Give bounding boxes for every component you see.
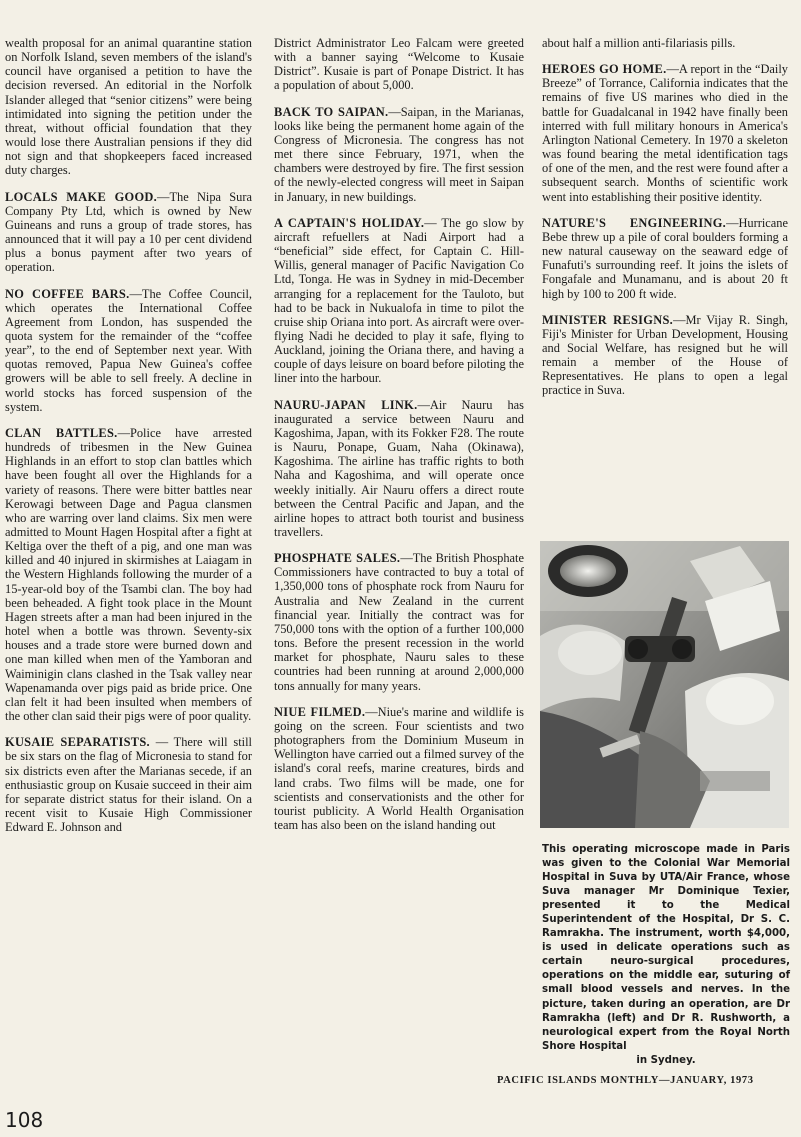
article: [274, 705, 524, 832]
article-body: — There will still be six stars on the flag of Micronesia to stand for six districts even after the Marianas secede, if an enthusiastic group on Kusaie succeed in their aim for separate district status for their island. On a recent visit to Kusaie High Commissioner Edward E. Johnson and: [5, 735, 252, 835]
article: [5, 190, 252, 275]
article-heading: MINISTER RESIGNS.: [542, 312, 674, 327]
article-body: —A report in the “Daily Breeze” of Torrance, California indicates that the remains of five US marines who died in the battle for Guadalcanal in 1942 have finally been interred with full military honours in America's Arlington National Cemetery. In 1970 a skeleton was found bearing the metal identification tags of one of the men, and the rest were found after a subsequent search. Months of scientific work went into establishing their positive identity.: [542, 62, 788, 204]
text-column-1: [5, 36, 252, 846]
article-body: —The Nipa Sura Company Pty Ltd, which is owned by New Guineans and runs a group of trade stores, has announced that it will pay a 10 per cent dividend plus a bonus payment after two years of operation.: [5, 189, 252, 275]
article-continued: about half a million anti-filariasis pills.: [542, 36, 736, 50]
article-body: —Police have arrested hundreds of tribesmen in the New Guinea Highlands in an effort to stop clan battles which have been fought all over the Highlands for a variety of reasons. There were bitter battles near Kerowagi between Dage and Pagua clansmen who are warring over land claims. Six men were admitted to Mount Hagen Hospital after a fight at Keltiga over the theft of a pig, and one man was killed and 40 injured in skirmishes at Laiagam in the Western Highlands following the murder of a 15-year-old boy of the Tsambi clan. The boy had been beheaded. A fight took place in the Mount Hagen streets after a man had been injured in the hotel when a bottle was thrown. Seventy-six houses and a trade store were burned down and one man killed when men of the Yamboran and Waiminigin clans clashed in the Tsak valley near Wapenamanda over pigs paid as bride price. One clan felt it had been insulted when members of the other clan said their pigs were of poor quality.: [5, 425, 252, 724]
article-continued: wealth proposal for an animal quarantine station on Norfolk Island, seven members of the island's council have organised a petition to have the decision reversed. An editorial in the Norfolk Islander alleged that “senior citizens” were being intimidated into signing the petition under the threat, without official foundation that they would lose there Australian pensions if they did not sign and that shopkeepers faced increased duty charges.: [5, 36, 252, 178]
article-heading: PHOSPHATE SALES.: [274, 551, 401, 566]
text-column-3: [542, 36, 788, 410]
caption-last-line: in Sydney.: [636, 1054, 696, 1066]
article-body: —Niue's marine and wildlife is going on the screen. Four scientists and two photographers from the Dominium Museum in Wellington have carried out a filmed survey of the island's coral reefs, marine creatures, birds and land crabs. Two films will be made, one for scientists and conservationists and the other for tourist publicity. A World Health Organisation team has also been on the island handing out: [274, 704, 524, 832]
article-body: —Saipan, in the Marianas, looks like being the permanent home again of the Congress of Micronesia. The congress has not met there since February, 1971, when the chambers were destroyed by fire. The first session of the newly-elected congress will meet in Saipan in January, in new buildings.: [274, 104, 524, 204]
article-heading: A CAPTAIN'S HOLIDAY.: [274, 215, 425, 230]
photo-caption: [542, 843, 790, 1068]
page-number: 108: [5, 1108, 44, 1132]
article-continued: District Administrator Leo Falcam were greeted with a banner saying “Welcome to Kusaie District”. Kusaie is part of Ponape District. It has a population of about 5,000.: [274, 36, 524, 93]
article: [274, 216, 524, 386]
photo-illustration: [540, 541, 789, 828]
running-footer: PACIFIC ISLANDS MONTHLY—JANUARY, 1973: [497, 1075, 754, 1086]
article: [542, 216, 788, 301]
article: [5, 426, 252, 723]
article-body: —Hurricane Bebe threw up a pile of coral boulders forming a new natural causeway on the seaward edge of Funafuti's surrounding reef. It joins the islets of Fongafale and Munamanu, and is about 20 ft high by 100 to 200 ft wide.: [542, 215, 788, 301]
article: [5, 287, 252, 414]
article-heading: NATURE'S ENGINEERING.: [542, 215, 727, 230]
article-heading: LOCALS MAKE GOOD.: [5, 189, 158, 204]
article-body: —The British Phosphate Commissioners have contracted to buy a total of 1,350,000 tons of phosphate rock from Nauru for Australia and New Zealand in the current financial year. Initially the contract was for 750,000 tons with the option of a further 100,000 tons. Before the present recession in the world market for phosphate, Nauru sales to these countries had been running at around 2,000,000 tons annually for many years.: [274, 551, 524, 693]
article: [274, 398, 524, 540]
article-body: —Air Nauru has inaugurated a service between Nauru and Kagoshima, Japan, with its Fokker F28. The route is Nauru, Ponape, Guam, Naha (Okinawa), Kagoshima. The airline has traffic rights to both Naha and Kagoshima, and will operate once weekly initially. Air Nauru offers a direct route between the Central Pacific and Japan, and the airline hopes to attract both tourist and business travellers.: [274, 397, 524, 539]
text-column-2: [274, 36, 524, 844]
article-heading: BACK TO SAIPAN.: [274, 104, 389, 119]
article: [5, 735, 252, 834]
operating-microscope-photo: [540, 541, 789, 828]
article: [542, 62, 788, 204]
article-body: —Mr Vijay R. Singh, Fiji's Minister for Urban Development, Housing and Social Welfare, has resigned but he will remain a member of the House of Representatives. He plans to open a legal practice in Suva.: [542, 312, 788, 398]
article: [274, 105, 524, 204]
article-heading: NIUE FILMED.: [274, 704, 366, 719]
article-body: — The go slow by aircraft refuellers at Nadi Airport had a “beneficial” side effect, for Captain C. Hill-Willis, general manager of Pacific Navigation Co Ltd, Tonga. He was in Sydney in mid-December arranging for a replacement for the Tauloto, but had to be back in Nukualofa in time to pilot the cruise ship Oriana into port. As aircraft were over-flying Nadi he decided to play it safe, flying to Auckland, joining the Oriana there, and having a couple of days leisure on board before piloting the liner into the harbour.: [274, 215, 524, 386]
article-heading: NAURU-JAPAN LINK.: [274, 397, 418, 412]
caption-text: This operating microscope made in Paris was given to the Colonial War Memorial Hospital in Suva by UTA/Air France, whose Suva manager Mr Dominique Texier, presented it to the Medical Superintendent of the Hospital, Dr S. C. Ramrakha. The instrument, worth $4,000, is used in delicate operations such as certain neuro-surgical procedures, operations on the middle ear, suturing of small blood vessels and nerves. In the picture, taken during an operation, are Dr Ramrakha (left) and Dr R. Rushworth, a neurological expert from the Royal North Shore Hospital: [542, 844, 790, 1052]
article-heading: HEROES GO HOME.: [542, 62, 667, 77]
article-body: —The Coffee Council, which operates the International Coffee Agreement from London, has suspended the quota system for the remainder of the “coffee year”, to the end of September next year. With quotas removed, Papua New Guinea's coffee growers will be able to sell freely. A decline in world stocks has forced suspension of the system.: [5, 286, 253, 414]
article-heading: KUSAIE SEPARATISTS.: [5, 735, 150, 750]
article: [542, 313, 788, 398]
article-heading: NO COFFEE BARS.: [5, 286, 130, 301]
article: [274, 551, 524, 693]
article-heading: CLAN BATTLES.: [5, 425, 118, 440]
